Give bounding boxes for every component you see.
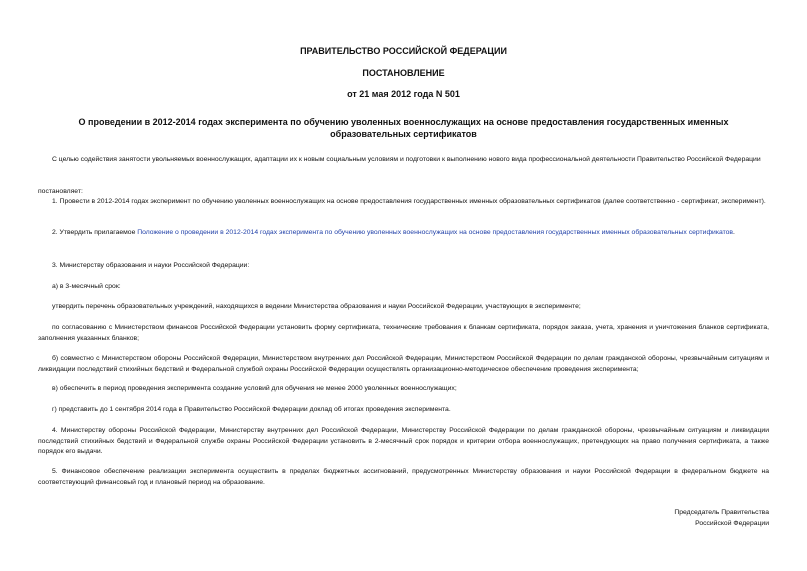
government-heading: ПРАВИТЕЛЬСТВО РОССИЙСКОЙ ФЕДЕРАЦИИ	[300, 46, 507, 56]
signature-block	[674, 508, 769, 529]
paragraph-3g: г) представить до 1 сентября 2014 года в Правительство Российской Федерации доклад об итогах проведения эксперимента.	[52, 406, 451, 413]
paragraph-4: 4. Министерству обороны Российской Федерации, Министерству внутренних дел Российской Федерации, Министерству Российской Федерации по делам гражданской обороны, чрезвычайным ситуациям и ликвидации последствий стихийных бедствий и Федеральной службе охраны Российской Федерации установить в 2-месячный срок порядок и критерии отбора военнослужащих, претендующих на право получения сертификата, а также порядок его выдачи.	[38, 427, 769, 455]
document-date-number: от 21 мая 2012 года N 501	[347, 89, 460, 99]
paragraph-3a: а) в 3-месячный срок:	[52, 283, 121, 290]
paragraph-3a-2: по согласованию с Министерством финансов Российской Федерации установить форму сертификата, технические требования к бланкам сертификата, порядок заказа, учета, хранения и уничтожения бланков сертификата, заполнения указанных бланков;	[38, 324, 769, 342]
paragraph-1: 1. Провести в 2012-2014 годах эксперимент по обучению уволенных военнослужащих на основе предоставления государственных именных образовательных сертификатов (далее соответственно - сертификат, эксперимент).	[52, 198, 766, 205]
decree-word: постановляет:	[38, 188, 83, 195]
signature-line-2: Российской Федерации	[695, 519, 769, 527]
paragraph-3: 3. Министерству образования и науки Российской Федерации:	[52, 262, 250, 269]
paragraph-3a-1: утвердить перечень образовательных учреждений, находящихся в ведении Министерства образования и науки Российской Федерации, участвующих в эксперименте;	[52, 303, 581, 310]
document-title: О проведении в 2012-2014 годах эксперимента по обучению уволенных военнослужащих на основе предоставления государственных именных образовательных сертификатов	[78, 117, 729, 139]
paragraph-2-suffix: .	[733, 229, 735, 236]
paragraph-3b: б) совместно с Министерством обороны Российской Федерации, Министерством внутренних дел Российской Федерации, Министерством Российской Федерации по делам гражданской обороны, чрезвычайным ситуациям и ликвидации последствий стихийных бедствий и Федеральной службой охраны Российской Федерации осуществлять организационно-методическое обеспечение проведения эксперимента;	[38, 355, 769, 373]
signature-line-1: Председатель Правительства	[674, 509, 769, 516]
intro-paragraph: С целью содействия занятости увольняемых военнослужащих, адаптации их к новым социальным условиям и подготовки к выполнению нового вида профессиональной деятельности Правительство Российской Федерации	[52, 156, 761, 163]
document-type: ПОСТАНОВЛЕНИЕ	[362, 68, 445, 78]
paragraph-5: 5. Финансовое обеспечение реализации эксперимента осуществить в пределах бюджетных ассигнований, предусмотренных Министерству образования и науки Российской Федерации в федеральном бюджете на соответствующий финансовый год и плановый период на образование.	[38, 468, 769, 486]
regulation-link[interactable]: Положение о проведении в 2012-2014 годах эксперимента по обучению уволенных военнослужащих на основе предоставления государственных именных образовательных сертификатов	[137, 229, 734, 236]
paragraph-3v: в) обеспечить в период проведения эксперимента создание условий для обучения не менее 2000 уволенных военнослужащих;	[52, 385, 457, 392]
paragraph-2-prefix: 2. Утвердить прилагаемое	[52, 229, 138, 236]
paragraph-2	[38, 228, 769, 239]
